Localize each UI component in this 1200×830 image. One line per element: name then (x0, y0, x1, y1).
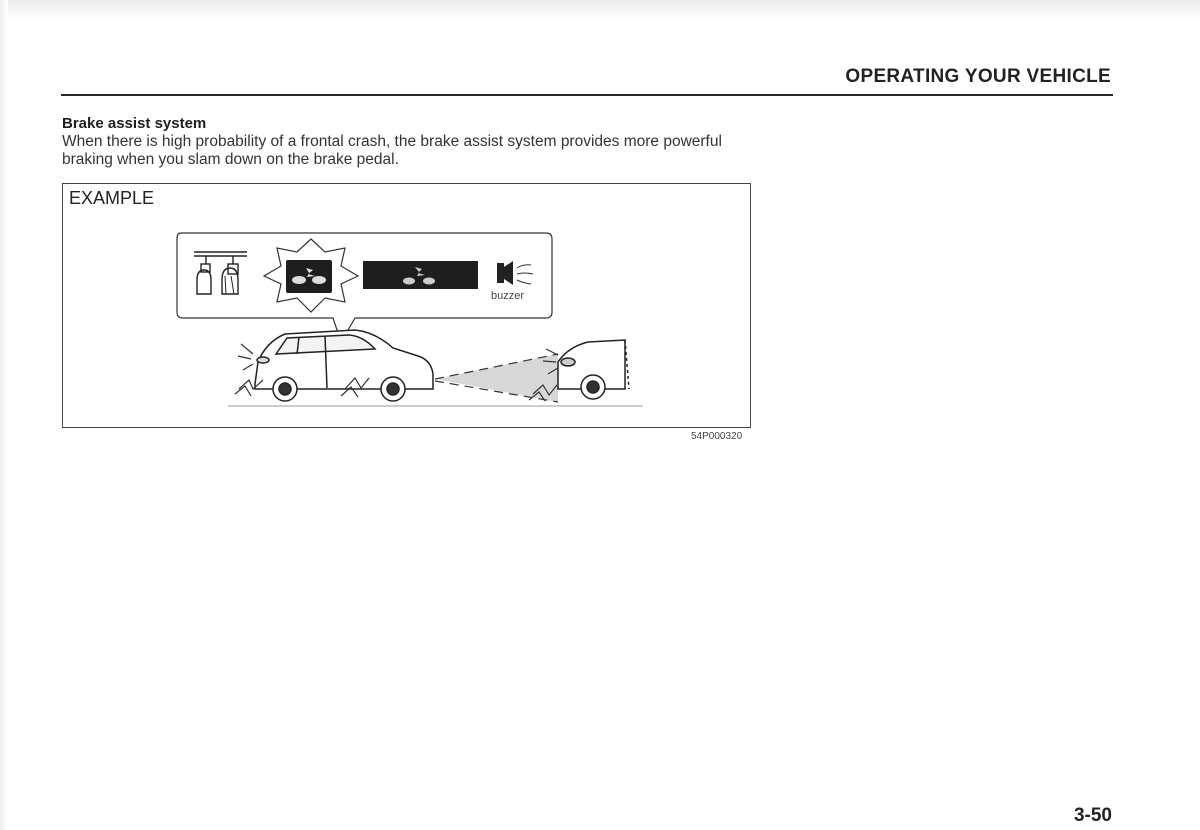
example-label: EXAMPLE (69, 188, 155, 208)
vehicle-ahead-illustration (558, 340, 629, 399)
collision-warning-burst-icon (264, 239, 358, 312)
section-heading: Brake assist system (62, 115, 207, 132)
own-vehicle-illustration (255, 330, 433, 401)
page-header-title: OPERATING YOUR VEHICLE (845, 66, 1111, 87)
figure-code: 54P000320 (691, 431, 743, 442)
section-body-text: When there is high probability of a frontal crash, the brake assist system provides more powerful braking when you slam down on the brake pedal. (62, 133, 722, 168)
page-number: 3-50 (1073, 805, 1112, 826)
page-left-shade (0, 0, 8, 830)
meter-display-warning-icon (363, 261, 478, 289)
page-top-shade (0, 0, 1200, 22)
brake-assist-illustration (63, 184, 752, 429)
buzzer-label: buzzer (491, 290, 525, 302)
example-figure-box (62, 183, 751, 428)
radar-beam (435, 354, 558, 402)
header-rule (61, 94, 1113, 96)
